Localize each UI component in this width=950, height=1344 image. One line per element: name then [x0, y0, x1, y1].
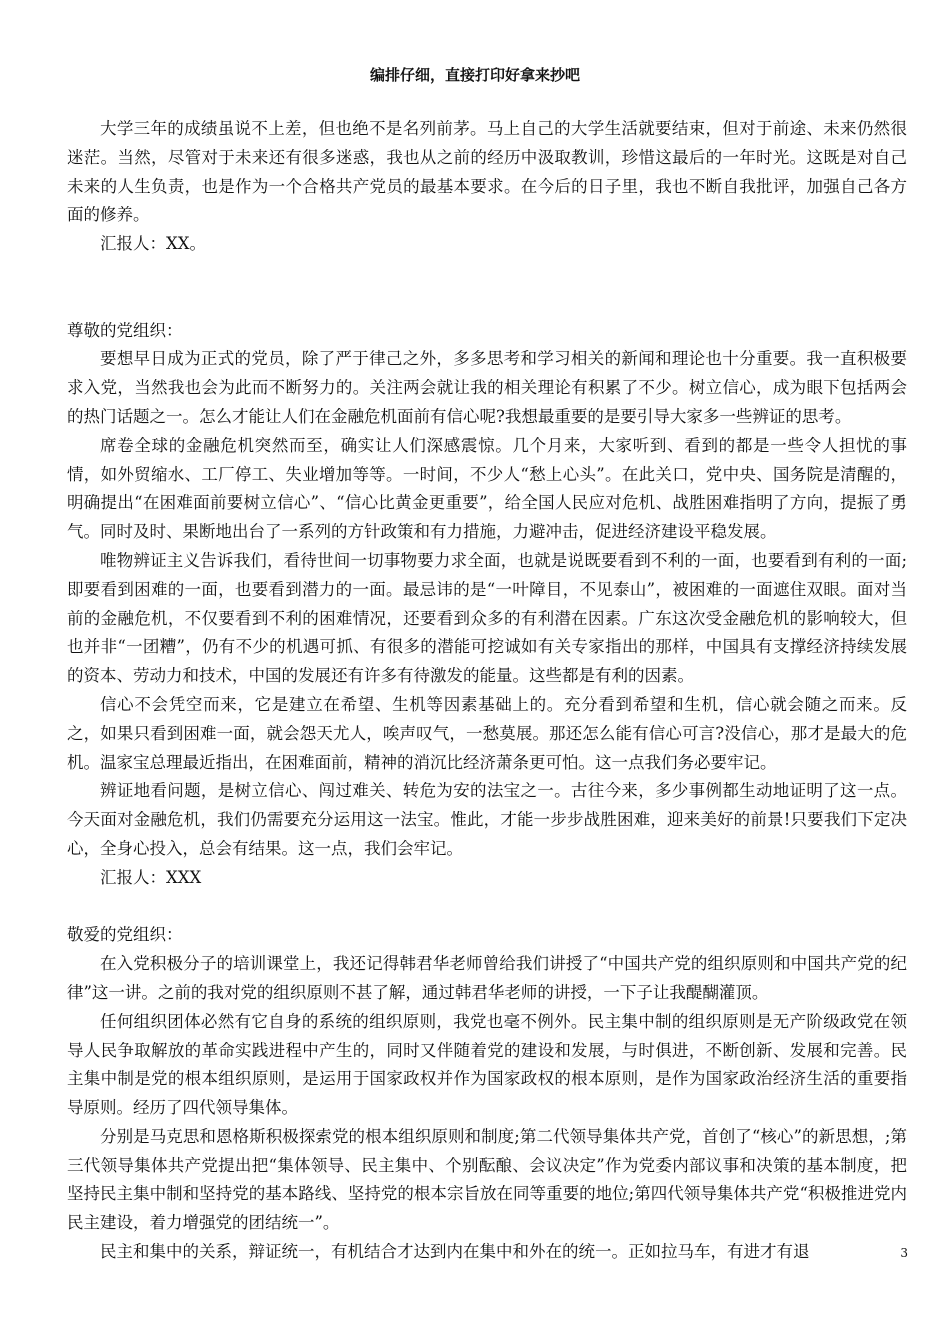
paragraph: 任何组织团体必然有它自身的系统的组织原则，我党也毫不例外。民主集中制的组织原则是无产阶级政党在领导人民争取解放的革命实践进程中产生的，同时又伴随着党的建设和发展，与时俱进，不断创新、发展和完善。民主集中制是党的根本组织原则，是运用于国家政权并作为国家政权的根本原则，是作为国家政治经济生活的重要指导原则。经历了四代领导集体。: [67, 1011, 907, 1118]
signature: 汇报人：XX。: [100, 234, 206, 254]
paragraph: 唯物辨证主义告诉我们，看待世间一切事物要力求全面，也就是说既要看到不利的一面，也要看到有利的一面;即要看到困难的一面，也要看到潜力的一面。最忌讳的是“一叶障目，不见泰山”，被困难的一面遮住双眼。面对当前的金融危机，不仅要看到不利的困难情况，还要看到众多的有利潜在因素。广东这次受金融危机的影响较大，但也并非“一团糟”，仍有不少的机遇可抓、有很多的潜能可挖诚如有关专家指出的那样，中国具有支撑经济持续发展的资本、劳动力和技术，中国的发展还有许多有待激发的能量。这些都是有利的因素。: [67, 550, 907, 686]
salutation: 敬爱的党组织：: [67, 925, 183, 945]
paragraph: 辨证地看问题，是树立信心、闯过难关、转危为安的法宝之一。古往今来，多少事例都生动地证明了这一点。今天面对金融危机，我们仍需要充分运用这一法宝。惟此，才能一步步战胜困难，迎来美好的前景!只要我们下定决心，全身心投入，总会有结果。这一点，我们会牢记。: [67, 781, 907, 858]
paragraph: 分别是马克思和恩格斯积极探索党的根本组织原则和制度;第二代领导集体共产党，首创了“核心”的新思想，;第三代领导集体共产党提出把“集体领导、民主集中、个别酝酿、会议决定”作为党委内部议事和决策的基本制度，把坚持民主集中制和坚持党的基本路线、坚持党的根本宗旨放在同等重要的地位;第四代领导集体共产党“积极推进党内民主建设，着力增强党的团结统一”。: [67, 1126, 907, 1233]
spacer: [67, 259, 907, 317]
signature: 汇报人：XXX: [100, 867, 202, 887]
page-header: 编排仔细，直接打印好拿来抄吧: [369, 66, 580, 84]
document-body: [67, 115, 907, 1267]
paragraph: 要想早日成为正式的党员，除了严于律己之外，多多思考和学习相关的新闻和理论也十分重要。我一直积极要求入党，当然我也会为此而不断努力的。关注两会就让我的相关理论有积累了不少。树立信心，成为眼下包括两会的热门话题之一。怎么才能让人们在金融危机面前有信心呢?我想最重要的是要引导大家多一些辨证的思考。: [67, 349, 907, 426]
spacer: [67, 893, 907, 922]
salutation: 尊敬的党组织：: [67, 320, 183, 340]
paragraph: 信心不会凭空而来，它是建立在希望、生机等因素基础上的。充分看到希望和生机，信心就会随之而来。反之，如果只看到困难一面，就会怨天尤人，唉声叹气，一愁莫展。那还怎么能有信心可言?没信心，那才是最大的危机。温家宝总理最近指出，在困难面前，精神的消沉比经济萧条更可怕。这一点我们务必要牢记。: [67, 694, 907, 772]
paragraph: 在入党积极分子的培训课堂上，我还记得韩君华老师曾给我们讲授了“中国共产党的组织原则和中国共产党的纪律”这一讲。之前的我对党的组织原则不甚了解，通过韩君华老师的讲授，一下子让我醍醐灌顶。: [67, 954, 907, 1002]
paragraph: 大学三年的成绩虽说不上差，但也绝不是名列前茅。马上自己的大学生活就要结束，但对于前途、未来仍然很迷茫。当然，尽管对于未来还有很多迷惑，我也从之前的经历中汲取教训，珍惜这最后的一年时光。这既是对自己未来的人生负责，也是作为一个合格共产党员的最基本要求。在今后的日子里，我也不断自我批评，加强自己各方面的修养。: [67, 119, 907, 225]
paragraph: 民主和集中的关系，辩证统一，有机结合才达到内在集中和外在的统一。正如拉马车，有进才有退: [100, 1242, 810, 1262]
paragraph: 席卷全球的金融危机突然而至，确实让人们深感震惊。几个月来，大家听到、看到的都是一些令人担忧的事情，如外贸缩水、工厂停工、失业增加等等。一时间，不少人“愁上心头”。在此关口，党中央、国务院是清醒的，明确提出“在困难面前要树立信心”、“信心比黄金更重要”，给全国人民应对危机、战胜困难指明了方向，提振了勇气。同时及时、果断地出台了一系列的方针政策和有力措施，力避冲击，促进经济建设平稳发展。: [67, 435, 907, 542]
page-number: 3: [900, 1246, 908, 1260]
